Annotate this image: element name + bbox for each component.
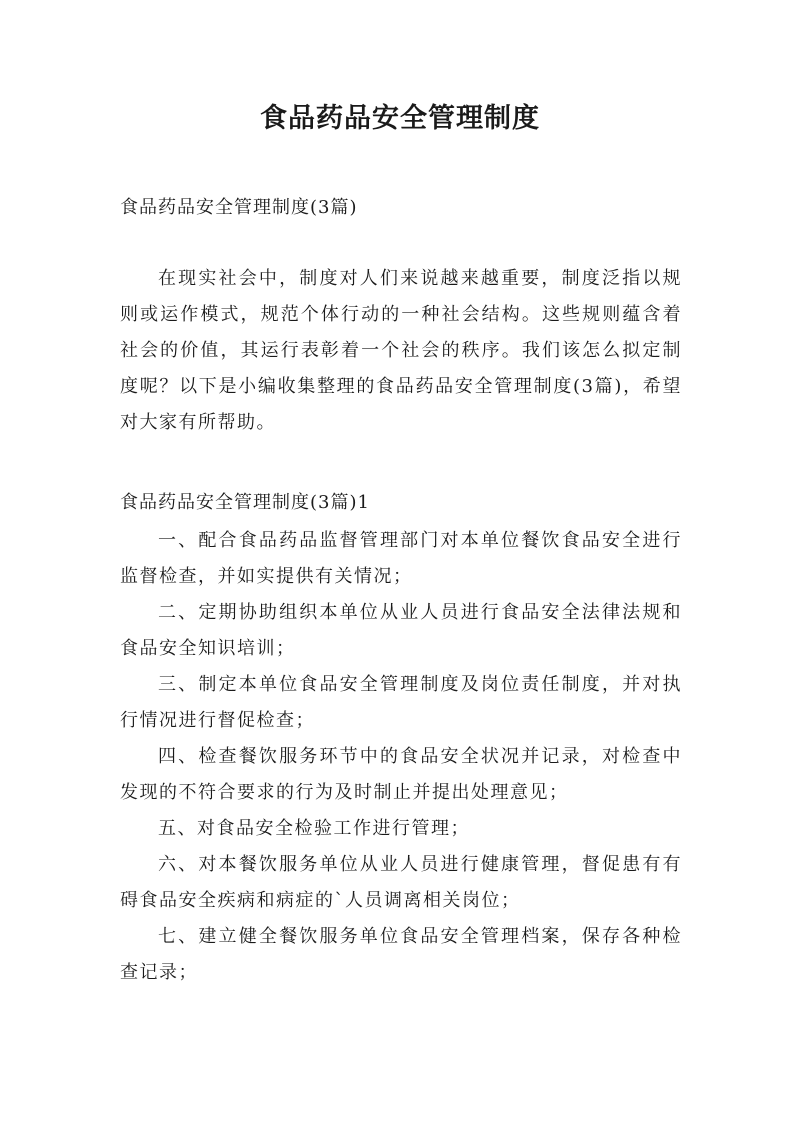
list-item: 三、制定本单位食品安全管理制度及岗位责任制度，并对执行情况进行督促检查； <box>120 674 682 731</box>
list-item: 一、配合食品药品监督管理部门对本单位餐饮食品安全进行监督检查，并如实提供有关情况； <box>120 530 682 587</box>
section-heading: 食品药品安全管理制度(3篇)1 <box>120 492 370 513</box>
intro-paragraph: 在现实社会中，制度对人们来说越来越重要，制度泛指以规则或运作模式，规范个体行动的一种社会结构。这些规则蕴含着社会的价值，其运行表彰着一个社会的秩序。我们该怎么拟定制度呢？以下是小编收集整理的食品药品安全管理制度(3篇)，希望对大家有所帮助。 <box>120 268 682 433</box>
list-item: 六、对本餐饮服务单位从业人员进行健康管理，督促患有有碍食品安全疾病和病症的`人员调离相关岗位； <box>120 854 682 911</box>
list-item: 七、建立健全餐饮服务单位食品安全管理档案，保存各种检查记录； <box>120 926 682 983</box>
list-item: 四、检查餐饮服务环节中的食品安全状况并记录，对检查中发现的不符合要求的行为及时制止并提出处理意见； <box>120 746 682 803</box>
list-item: 五、对食品安全检验工作进行管理； <box>158 818 470 839</box>
regulation-list <box>120 523 682 991</box>
document-subtitle: 食品药品安全管理制度(3篇) <box>120 197 358 218</box>
list-item: 二、定期协助组织本单位从业人员进行食品安全法律法规和食品安全知识培训； <box>120 602 682 659</box>
page-title: 食品药品安全管理制度 <box>260 103 540 134</box>
